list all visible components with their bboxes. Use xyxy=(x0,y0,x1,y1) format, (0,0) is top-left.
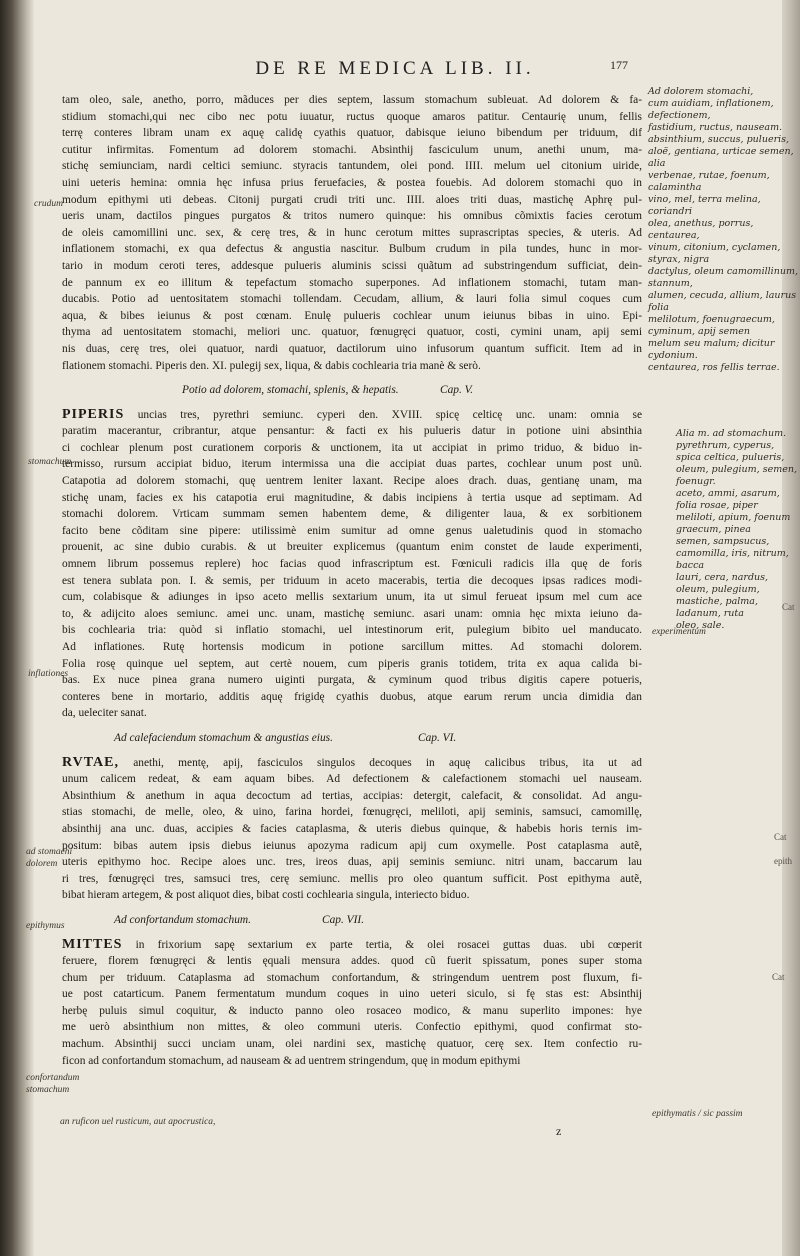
edge-note: Cat xyxy=(772,972,785,982)
text-line: to, & adijcito aloes semiunc. amei unc. unam, mastichę semiunc. asari unam: omnia hęc mixta ieiuno da- xyxy=(62,607,642,620)
margin-note-right-1 xyxy=(648,86,798,374)
text-line: bis cochlearia tria: quòd si inflatio stomachi, uel intestinorum erit, pulegium bibito uel manducato. xyxy=(62,624,642,637)
margin-note-footnote: an ruficon uel rusticum, aut apocrustica, xyxy=(60,1117,216,1127)
text-line: positum: bibas autem ipsis diebus ieiunus apozyma radicum apij cum oxymelle. Post cataplasma autẽ, xyxy=(62,839,642,852)
margin-line: absinthium, succus, pulueris, xyxy=(648,134,790,145)
text-line: Ad inflationes. Rutę hortensis modicum in potione sarcillum mittes. Ad stomachi dolorem. xyxy=(62,641,642,653)
margin-line: olea, anethus, porrus, centaurea, xyxy=(648,218,754,241)
chapter-title: Ad calefaciendum stomachum & angustias eius. xyxy=(114,731,333,744)
margin-note-left: dolorem xyxy=(26,859,58,869)
text-line: PIPERIS uncias tres, pyrethri semiunc. cyperi den. XVIII. spicę celticę unc. unam: omnia se xyxy=(62,406,642,422)
text-line: uini ueteris hemina: omnia hęc infusa prius feruefacies, & postea fouebis. Ad dolorem stomachi quo in xyxy=(62,176,642,189)
text-line: paratim macerantur, cribrantur, atque pensantur: & facti ex his pulueris datur in potione uini absinthia xyxy=(62,425,642,438)
chapter-title: Ad confortandum stomachum. xyxy=(114,913,251,926)
initial-word: RVTAE, xyxy=(62,754,119,770)
margin-line: Ad dolorem stomachi, xyxy=(648,86,754,97)
margin-note-left: crudum xyxy=(34,199,64,209)
text-line: tam oleo, sale, anetho, porro, mãduces per dies septem, lassum stomachum subleuat. Ad dolorem & fa- xyxy=(62,94,642,106)
margin-line: cydonium. xyxy=(648,350,698,361)
margin-line: cum auidiam, inflationem, defectionem, xyxy=(648,98,774,121)
text-line: termisso, rursum accipiat biduo, iterum intermissa una die accipiat duas partes, cochlear unum post unũ. xyxy=(62,458,642,471)
text-line: flationem stomachi. Piperis den. XI. pulegij sex, liqua, & dabis cochlearia tria manè & serò. xyxy=(62,359,481,372)
margin-line: semen, sampsucus, camomilla, iris, nitrum, bacca xyxy=(676,536,789,571)
text-line: RVTAE, anethi, mentę, apij, fasciculos singulos decoques in aquę calicibus tribus, ita ut ad xyxy=(62,754,642,770)
text-line: omnem librum possemus replere) hoc facias quod infrascriptum est. Fœniculi radicis illa quę de foris xyxy=(62,558,642,571)
margin-line: pyrethrum, cyperus, spica celtica, pulueris, xyxy=(676,440,785,463)
margin-line: melum seu malum; dicitur xyxy=(648,338,775,349)
margin-line: oleo, sale. xyxy=(676,620,725,631)
text-line: aqua, & bibes ieiunus & post cœnam. Enulę pulueris cochlear unum ieiunus bibas in uino. Epi- xyxy=(62,309,642,322)
text-line: inflationem stomachi, ex qua defectus & angustia nascitur. Bulbum crudum in pila tundes, hunc in mor- xyxy=(62,243,642,256)
text-line: prouenit, ac sine dubio curabis. & ut breuiter explicemus (quantum enim constet de laude experimenti, xyxy=(62,541,642,554)
margin-line: mastiche, palma, ladanum, ruta xyxy=(676,596,758,619)
margin-note-left: stomachum xyxy=(26,1085,70,1095)
text-line: ci cochlear plenum post curationem corporis & unctionem, ita ut accipiat in primo triduo, & biduo in- xyxy=(62,441,642,454)
margin-note-left: stomachum xyxy=(28,457,72,467)
text-line: stichę semiunciam, nardi celtici semiunc. styracis tantundem, olei pond. IIII. melum uel citonium uiride, xyxy=(62,160,642,173)
text-line: machum. Absinthij succi unciam unam, olei nardini sex, mastichę quatuor, cerę sex. Item confectio ru- xyxy=(62,1038,642,1051)
text-line: stomachi dolorem. Vrticam summam semen habentem deme, & diligenter laua, & ex sorbitionem xyxy=(62,508,642,521)
text-line: conteres bene in mortario, additis aquę frigidę cyathis duobus, atque earum rerum uncia dimidia dan xyxy=(62,690,642,703)
margin-line: verbenae, rutae, foenum, calamintha xyxy=(648,170,770,193)
text-line: chum per triduum. Cataplasma ad stomachum confortandum, & stringendum uentrem post fluxum, fi- xyxy=(62,971,642,984)
text-line: absinthij ana unc. duas, accipies & facies cataplasma, & uteris diebus quinque, & habebis horis ternis im- xyxy=(62,822,642,835)
text-line: bas. Ex nuce pinea grana numero uiginti purgata, & cyminum quod tribus digitis capere potueris, xyxy=(62,674,642,687)
text-line: da, ueleciter sanat. xyxy=(62,707,147,720)
text-line: facito bene cõditam sine pipere: utilissimè enim sumitur ad omne genus ualetudinis quod in stomacho xyxy=(62,524,642,537)
running-head: DE RE MEDICA LIB. II. xyxy=(255,58,535,79)
main-text-column xyxy=(62,92,642,1069)
text-line: Catapotia ad dolorem stomachi, quę uentrem leniter laxant. Recipe aloes drach. duas, gentianę unam, ma xyxy=(62,475,642,488)
text-line: thyma ad uentositatem stomachi, meliori unc. quatuor, fœnugręci quatuor, costi, cymini unam, apij semi xyxy=(62,326,642,339)
text-line: me uerò absinthium non mittes, & oleo communi uteris. Confectio epithymi, quod confirmat sto- xyxy=(62,1021,642,1034)
margin-line: meliloti, apium, foenum graecum, pinea xyxy=(676,512,791,535)
text-block-3 xyxy=(62,755,642,904)
text-line: uteris epithymo hoc. Recipe aloes unc. tres, ireos duas, apij seminis semiunc. nitri unam, baccarum lau xyxy=(62,856,642,869)
text-line: ri tres, fœnugręci tres, samsuci tres, cerę semiunc. mellis pro oleo quantum sufficit. Post epithyma autẽ, xyxy=(62,872,642,885)
text-line: nis duas, cerę tres, olei quatuor, nardi quatuor, dactilorum uino infusorum quantum sufficit. Item ad in xyxy=(62,342,642,355)
text-line: modum epithymi uti debeas. Citonij purgati crudi triti unc. IIII. aloes triti duas, mastichę Aphrę pul- xyxy=(62,193,642,206)
margin-note-left: confortandum xyxy=(26,1073,80,1083)
text-line: Folia rosę quinque uel septem, aut certè nouem, cum piperis granis totidem, trita ex aqua calida bi- xyxy=(62,657,642,670)
text-line: ue post catarticum. Panem fermentatum mundum coques in uino ueteri siculo, si fę stas est: Absinthij xyxy=(62,988,642,1001)
text-line: est tenera sublata pon. I. & semis, per triduum in aceto macerabis, tertia die decoques ipsas radices modi- xyxy=(62,574,642,587)
margin-note-left: epithymus xyxy=(26,921,65,931)
margin-line: lauri, cera, nardus, oleum, pulegium, xyxy=(676,572,769,595)
text-line: tario in modum ceroti teres, addesque pulueris aluminis scissi quãtum ad substringendum sufficiat, dein- xyxy=(62,259,642,272)
text-line: de pannum ex eo illitum & tepefactum stomacho superpones. Ad inflationem stomachi, tutam man- xyxy=(62,276,642,289)
chapter-title: Potio ad dolorem, stomachi, splenis, & hepatis. xyxy=(182,384,399,397)
chapter-5-heading xyxy=(62,382,642,399)
chapter-number: Cap. VI. xyxy=(418,731,457,744)
margin-line: vino, mel, terra melina, coriandri xyxy=(648,194,761,217)
margin-line: aceto, ammi, asarum, folia rosae, piper xyxy=(676,488,780,511)
chapter-number: Cap. VII. xyxy=(322,913,365,926)
margin-note-left: ad stomachi xyxy=(26,847,73,857)
margin-line: centaurea, ros fellis terrae. xyxy=(648,362,780,373)
margin-line: melilotum, foenugraecum, cyminum, apij semen xyxy=(648,314,775,337)
page-number: 177 xyxy=(610,58,628,72)
margin-line: vinum, citonium, cyclamen, styrax, nigra xyxy=(648,242,781,265)
chapter-7-heading xyxy=(62,912,642,929)
text-line: feruere, florem fœnugręci & lentis ęquali mensura addes. quod cũ fuerit spissatum, pones super stoma xyxy=(62,955,642,968)
chapter-number: Cap. V. xyxy=(440,384,474,397)
edge-note: Cat xyxy=(774,832,787,842)
text-line: stias stomachi, de melle, oleo, & uino, farina hordei, fœnugręci, meliloti, apij seminis, samsuci, camomillę, xyxy=(62,806,642,819)
margin-line: alumen, cecuda, allium, laurus folia xyxy=(648,290,797,313)
text-block-2 xyxy=(62,407,642,722)
binding-gutter xyxy=(0,0,34,1256)
text-line: ueris unam, dactilos pingues purgatos & tritos numero quinque: his omnibus cõmixtis facies cerotum xyxy=(62,210,642,223)
text-line: cutitur infirmitas. Fomentum ad dolorem stomachi. Absinthij fasciculum unum, anethi unum, ma- xyxy=(62,143,642,156)
text-line: ficon ad confortandum stomachum, ad nauseam & ad uentrem stringendum, quę in modum epithymi xyxy=(62,1054,521,1067)
signature-mark: z xyxy=(556,1124,562,1138)
text-block-1 xyxy=(62,92,642,374)
margin-line: oleum, pulegium, semen, foenugr. xyxy=(676,464,797,487)
edge-note: epith xyxy=(774,856,792,866)
margin-line: Alia m. ad stomachum. xyxy=(676,428,787,439)
text-line: unum calicem redeat, & eam aquam bibes. Ad defectionem & calefactionem stomachi uel nauseam. xyxy=(62,773,642,786)
text-line: MITTES in frixorium sapę sextarium ex parte tertia, & olei rosacei guttas duas. ubi cœperit xyxy=(62,936,642,952)
text-line: terrę conteres libram unam ex aquę calidę cyathis quatuor, dabisque ieiuno bibendum per triduum, dif xyxy=(62,127,642,140)
margin-note-left: inflationes xyxy=(28,669,69,679)
text-line: cum, colabisque & adiunges in ipso aceto mellis sextarium unum, ita ut simul ferueat ipsum mel cum ace xyxy=(62,591,642,604)
margin-note-epithymatis: epithymatis / sic passim xyxy=(652,1109,743,1119)
initial-word: PIPERIS xyxy=(62,406,125,422)
margin-note-experimentum: experimentum xyxy=(652,627,706,637)
text-line: bibat hieram artegem, & post aliquot dies, bibat costi cochlearia singula, interiecto biduo. xyxy=(62,889,470,902)
text-line: herbę puluis simul coquitur, & inducto panno oleo rosaceo modico, & manu superlito impones: hye xyxy=(62,1004,642,1017)
initial-word: MITTES xyxy=(62,936,123,952)
margin-line: aloë, gentiana, urticae semen, alia xyxy=(648,146,794,169)
margin-line: fastidium, ructus, nauseam. xyxy=(648,122,783,133)
text-block-4 xyxy=(62,937,642,1070)
text-line: stidium stomachi,qui nec cibo nec potu iuuatur, ructus quoque amaros patitur. Centaurię unum, fellis xyxy=(62,110,642,123)
text-line: Absinthium & anethum in aqua decoctum ad tertias, accipias: detergit, calefacit, & consolidat. Ad angu- xyxy=(62,789,642,802)
margin-line: dactylus, oleum camomillinum, stannum, xyxy=(648,266,798,289)
text-line: ducabis. Potio ad uentositatem stomachi tollendam. Cecudam, allium, & lauri folia simul coques cum xyxy=(62,293,642,306)
text-line: stichę unam, facies ex his catapotia erui magnitudine, & dabis incipiens à tertia usque ad septimam. Ad xyxy=(62,491,642,504)
edge-note: Cat xyxy=(782,602,795,612)
text-line: de oleis camomillini unc. sex, & cerę tres, & in hunc cerotum mittes suprascriptas species, & uteris. Ad xyxy=(62,226,642,239)
chapter-6-heading xyxy=(62,730,642,747)
